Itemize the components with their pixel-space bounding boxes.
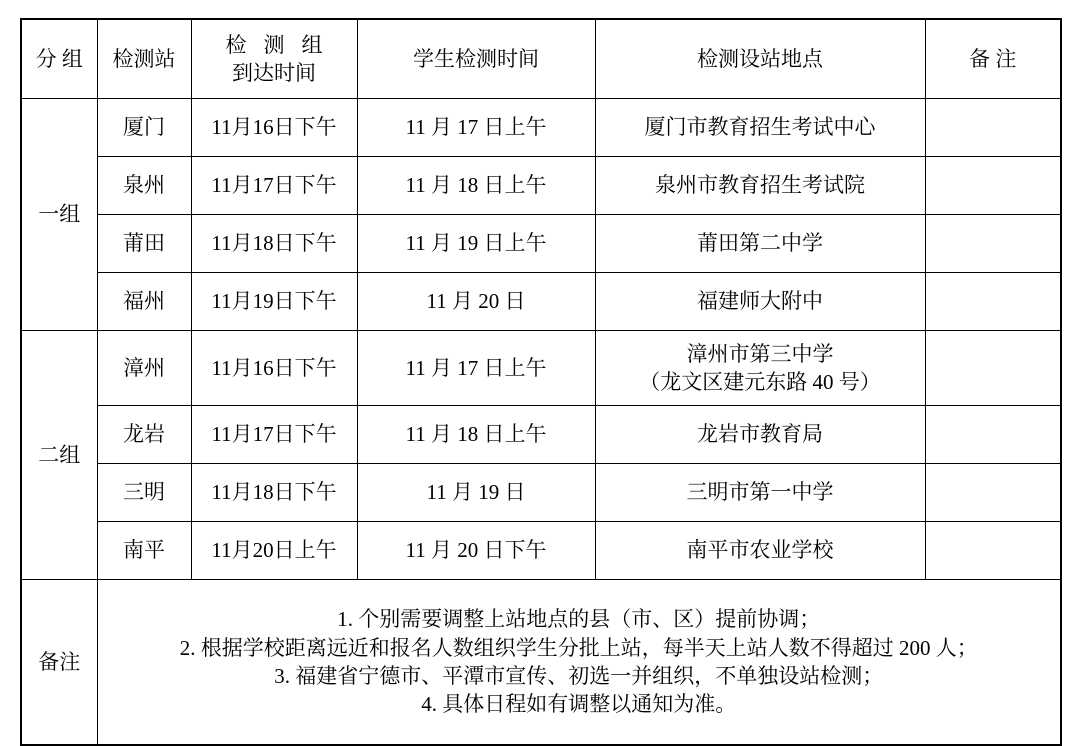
test-location: 南平市农业学校 [595,522,925,580]
test-location: 福建师大附中 [595,273,925,331]
student-test-time: 11 月 19 日 [357,464,595,522]
footer-note-item: 4. 具体日程如有调整以通知为准。 [421,692,737,717]
column-header-arrival-time [191,19,357,99]
table-row [21,273,1061,331]
site-name: 厦门 [97,99,191,157]
footer-note-item: 1. 个别需要调整上站地点的县（市、区）提前协调； [337,607,821,632]
column-header-arrival-line2: 到达时间 [232,61,316,85]
footer-notes [97,580,1061,746]
footer-notes-list [102,605,1057,718]
footer-row [21,580,1061,746]
arrival-time: 11月19日下午 [191,273,357,331]
table-row [21,157,1061,215]
student-test-time: 11 月 18 日上午 [357,157,595,215]
table-row [21,522,1061,580]
remark-cell [925,273,1061,331]
arrival-time: 11月20日上午 [191,522,357,580]
table-row [21,99,1061,157]
student-test-time: 11 月 17 日上午 [357,331,595,406]
column-header-site: 检测站 [97,19,191,99]
footer-note-item: 2. 根据学校距离远近和报名人数组织学生分批上站，每半天上站人数不得超过 200 人； [179,635,978,660]
column-header-group: 分 组 [21,19,97,99]
remark-cell [925,406,1061,464]
test-location: 厦门市教育招生考试中心 [595,99,925,157]
remark-cell [925,99,1061,157]
remark-cell [925,331,1061,406]
column-header-location: 检测设站地点 [595,19,925,99]
student-test-time: 11 月 18 日上午 [357,406,595,464]
test-location [595,331,925,406]
column-header-student-test-time: 学生检测时间 [357,19,595,99]
student-test-time: 11 月 19 日上午 [357,215,595,273]
arrival-time: 11月16日下午 [191,331,357,406]
remark-cell [925,215,1061,273]
site-name: 龙岩 [97,406,191,464]
table-row [21,464,1061,522]
test-location: 泉州市教育招生考试院 [595,157,925,215]
header-row [21,19,1061,99]
group-label-2: 二组 [21,331,97,580]
footer-label: 备注 [21,580,97,746]
remark-cell [925,157,1061,215]
column-header-remark: 备 注 [925,19,1061,99]
arrival-time: 11月18日下午 [191,215,357,273]
student-test-time: 11 月 20 日 [357,273,595,331]
test-location: 三明市第一中学 [595,464,925,522]
group-label-1: 一组 [21,99,97,331]
remark-cell [925,464,1061,522]
site-name: 莆田 [97,215,191,273]
test-location: 莆田第二中学 [595,215,925,273]
student-test-time: 11 月 20 日下午 [357,522,595,580]
arrival-time: 11月16日下午 [191,99,357,157]
table-header [21,19,1061,99]
arrival-time: 11月17日下午 [191,157,357,215]
site-name: 福州 [97,273,191,331]
table-row [21,331,1061,406]
test-location: 龙岩市教育局 [595,406,925,464]
test-location-main: 漳州市第三中学 [686,341,834,366]
site-name: 泉州 [97,157,191,215]
column-header-arrival-line1: 检 测 组 [225,32,329,57]
table-row [21,406,1061,464]
footer-note-item: 3. 福建省宁德市、平潭市宣传、初选一并组织，不单独设站检测； [274,664,884,688]
arrival-time: 11月18日下午 [191,464,357,522]
inspection-schedule-table [20,18,1062,746]
test-location-sub: （龙文区建元东路 40 号） [639,370,881,394]
site-name: 漳州 [97,331,191,406]
site-name: 三明 [97,464,191,522]
table-row [21,215,1061,273]
arrival-time: 11月17日下午 [191,406,357,464]
student-test-time: 11 月 17 日上午 [357,99,595,157]
table-body [21,99,1061,746]
remark-cell [925,522,1061,580]
site-name: 南平 [97,522,191,580]
